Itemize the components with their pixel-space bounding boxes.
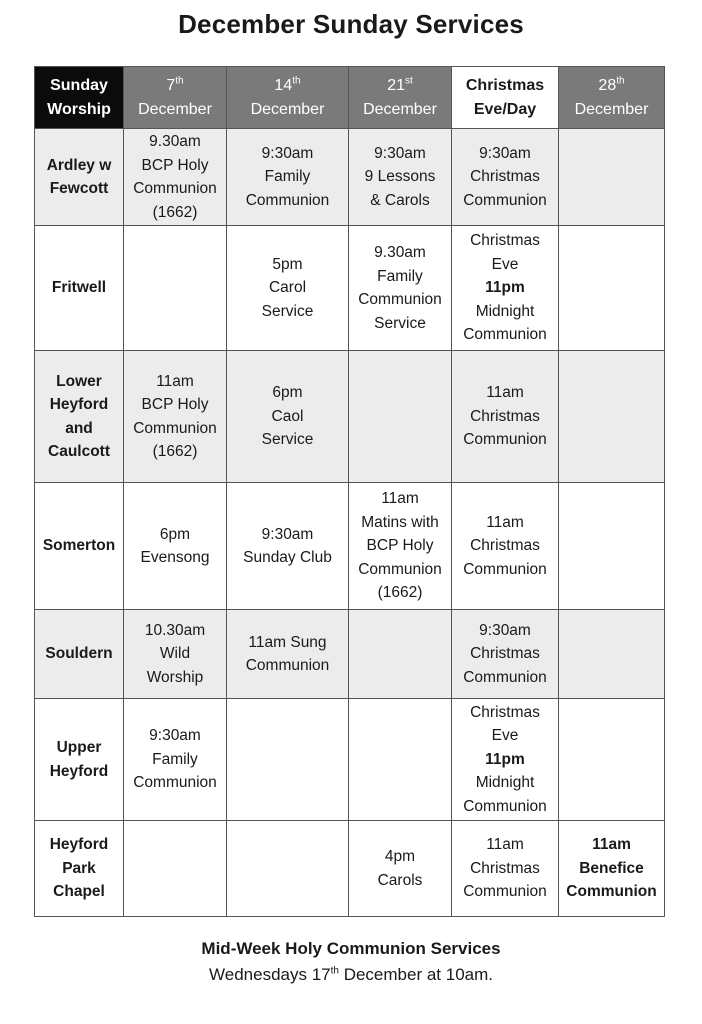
header-col-christmas: Christmas Eve/Day — [452, 67, 559, 129]
services-table — [34, 66, 665, 917]
empty-cell — [559, 699, 665, 821]
service-cell: 11am Matins with BCP Holy Communion (1662) — [349, 483, 452, 610]
table-row — [35, 483, 665, 610]
empty-cell — [349, 610, 452, 699]
table-row — [35, 610, 665, 699]
service-cell: 9:30am 9 Lessons & Carols — [349, 129, 452, 226]
service-cell: 11am Christmas Communion — [452, 483, 559, 610]
service-cell: 11am Christmas Communion — [452, 821, 559, 917]
service-cell: 9.30am Family Communion Service — [349, 226, 452, 351]
empty-cell — [227, 699, 349, 821]
location-cell: Fritwell — [35, 226, 124, 351]
empty-cell — [559, 226, 665, 351]
empty-cell — [559, 610, 665, 699]
header-row — [35, 67, 665, 129]
service-cell: 11am Sung Communion — [227, 610, 349, 699]
location-cell: Somerton — [35, 483, 124, 610]
empty-cell — [349, 699, 452, 821]
empty-cell — [559, 351, 665, 483]
service-cell: 9:30am Christmas Communion — [452, 610, 559, 699]
table-row — [35, 699, 665, 821]
header-col-7th: 7th December — [124, 67, 227, 129]
service-cell: 6pm Evensong — [124, 483, 227, 610]
table-row — [35, 821, 665, 917]
service-cell: 4pm Carols — [349, 821, 452, 917]
service-cell: 9:30am Christmas Communion — [452, 129, 559, 226]
header-corner: Sunday Worship — [35, 67, 124, 129]
empty-cell — [559, 483, 665, 610]
table-row — [35, 129, 665, 226]
service-cell: 9:30am Family Communion — [124, 699, 227, 821]
service-cell: 9.30am BCP Holy Communion (1662) — [124, 129, 227, 226]
location-cell: Upper Heyford — [35, 699, 124, 821]
location-cell: Souldern — [35, 610, 124, 699]
service-cell: Christmas Eve 11pm Midnight Communion — [452, 699, 559, 821]
page-title: December Sunday Services — [178, 9, 524, 39]
table-row — [35, 351, 665, 483]
empty-cell — [124, 821, 227, 917]
header-col-14th: 14th December — [227, 67, 349, 129]
midweek-text: Wednesdays 17th December at 10am. — [209, 965, 493, 984]
service-cell: 5pm Carol Service — [227, 226, 349, 351]
service-cell: 11am BCP Holy Communion (1662) — [124, 351, 227, 483]
empty-cell — [227, 821, 349, 917]
location-cell: Heyford Park Chapel — [35, 821, 124, 917]
service-cell: 6pm Caol Service — [227, 351, 349, 483]
service-cell: 9:30am Family Communion — [227, 129, 349, 226]
service-cell: 11am Christmas Communion — [452, 351, 559, 483]
service-cell: 9:30am Sunday Club — [227, 483, 349, 610]
empty-cell — [349, 351, 452, 483]
service-cell: 11am Benefice Communion — [559, 821, 665, 917]
service-cell: Christmas Eve 11pm Midnight Communion — [452, 226, 559, 351]
location-cell: Ardley w Fewcott — [35, 129, 124, 226]
empty-cell — [559, 129, 665, 226]
midweek-title: Mid-Week Holy Communion Services — [201, 939, 501, 958]
table-row — [35, 226, 665, 351]
empty-cell — [124, 226, 227, 351]
service-cell: 10.30am Wild Worship — [124, 610, 227, 699]
location-cell: Lower Heyford and Caulcott — [35, 351, 124, 483]
header-col-21st: 21st December — [349, 67, 452, 129]
header-col-28th: 28th December — [559, 67, 665, 129]
